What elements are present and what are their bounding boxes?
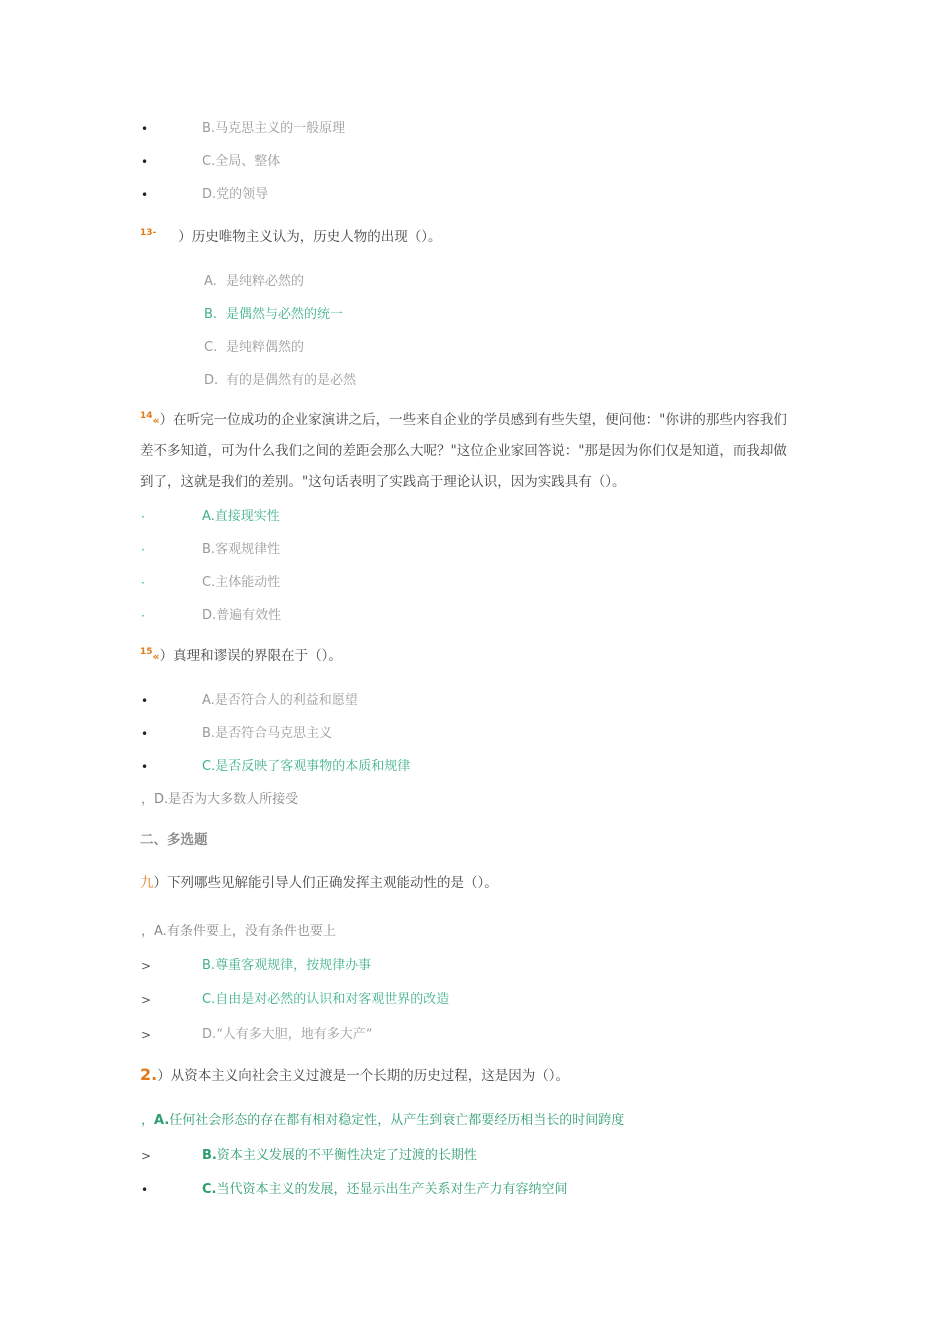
question-text: ）从资本主义向社会主义过渡是一个长期的历史过程，这是因为（）。 bbox=[157, 1068, 569, 1084]
q14-option-c: · C.主体能动性 bbox=[141, 575, 281, 590]
bullet: • bbox=[141, 760, 149, 774]
question-number: 九 bbox=[140, 875, 154, 891]
question-text: ）下列哪些见解能引导人们正确发挥主观能动性的是（）。 bbox=[153, 875, 498, 891]
question-15: $^{15}$«）真理和谬误的界限在于（）。 bbox=[140, 647, 342, 664]
q12-option-c: • C.全局、整体 bbox=[141, 154, 281, 169]
question-text: ）历史唯物主义认为，历史人物的出现（）。 bbox=[178, 229, 442, 245]
bullet: · bbox=[141, 609, 145, 623]
q15-option-a: • A.是否符合人的利益和愿望 bbox=[141, 693, 358, 708]
q12-option-b: • B.马克思主义的一般原理 bbox=[141, 121, 346, 136]
q12-option-d: • D.党的领导 bbox=[141, 187, 269, 202]
m2-option-c: • C.当代资本主义的发展，还显示出生产关系对生产力有容纳空间 bbox=[141, 1182, 568, 1197]
q13-option-c: C. 是纯粹偶然的 bbox=[204, 340, 305, 355]
bullet: • bbox=[141, 694, 149, 708]
question-14: $^{14}$«）在听完一位成功的企业家演讲之后，一些来自企业的学员感到有些失望，便问他："你讲的那些内容我们 差不多知道，可为什么我们之间的差距会那么大呢？"这位企业家回答说："那是因为你们仅是知道，而我却做 到了，这就是我们的差别。"这句话表明了实践高于理论认识，因为实践具有（）。 bbox=[140, 411, 787, 490]
q14-option-a: · A.直接现实性 bbox=[141, 509, 280, 524]
bullet: • bbox=[141, 1183, 149, 1197]
bullet: > bbox=[141, 1149, 152, 1163]
bullet: > bbox=[141, 1028, 152, 1042]
bullet: > bbox=[141, 959, 152, 973]
m1-option-a: ，A.有条件要上，没有条件也要上 bbox=[141, 924, 336, 939]
m2-option-b: > B.资本主义发展的不平衡性决定了过渡的长期性 bbox=[141, 1148, 477, 1163]
multi-question-2 bbox=[140, 1059, 810, 1092]
question-number: 14 bbox=[140, 411, 153, 421]
bullet: • bbox=[141, 188, 149, 202]
q13-option-b: B. 是偶然与必然的统一 bbox=[204, 307, 344, 322]
bullet: · bbox=[141, 510, 145, 524]
bullet: • bbox=[141, 727, 149, 741]
m1-option-b: > B.尊重客观规律，按规律办事 bbox=[141, 958, 372, 973]
bullet: > bbox=[141, 993, 152, 1007]
question-text: ）真理和谬误的界限在于（）。 bbox=[159, 648, 342, 664]
m1-option-d: > D.“人有多大胆，地有多大产” bbox=[141, 1027, 373, 1042]
q15-option-d: ，D.是否为大多数人所接受 bbox=[141, 792, 299, 807]
bullet: · bbox=[141, 576, 145, 590]
multi-question-1 bbox=[140, 868, 810, 899]
m2-option-a: ，A.任何社会形态的存在都有相对稳定性，从产生到衰亡都要经历相当长的时间跨度 bbox=[141, 1113, 625, 1128]
section-title: 二、多选题 bbox=[140, 832, 208, 848]
question-number: 13- bbox=[140, 228, 157, 238]
bullet: • bbox=[141, 155, 149, 169]
q13-option-a: A. 是纯粹必然的 bbox=[204, 274, 305, 289]
q15-option-b: • B.是否符合马克思主义 bbox=[141, 726, 333, 741]
q13-option-d: D. 有的是偶然有的是必然 bbox=[204, 373, 357, 388]
question-13 bbox=[140, 218, 810, 253]
question-number: 2. bbox=[140, 1065, 158, 1084]
m1-option-c: > C.自由是对必然的认识和对客观世界的改造 bbox=[141, 992, 450, 1007]
q15-option-c: • C.是否反映了客观事物的本质和规律 bbox=[141, 759, 411, 774]
q14-option-b: · B.客观规律性 bbox=[141, 542, 281, 557]
bullet: · bbox=[141, 543, 145, 557]
q14-option-d: · D.普遍有效性 bbox=[141, 608, 282, 623]
question-number: 15 bbox=[140, 647, 153, 657]
bullet: • bbox=[141, 122, 149, 136]
